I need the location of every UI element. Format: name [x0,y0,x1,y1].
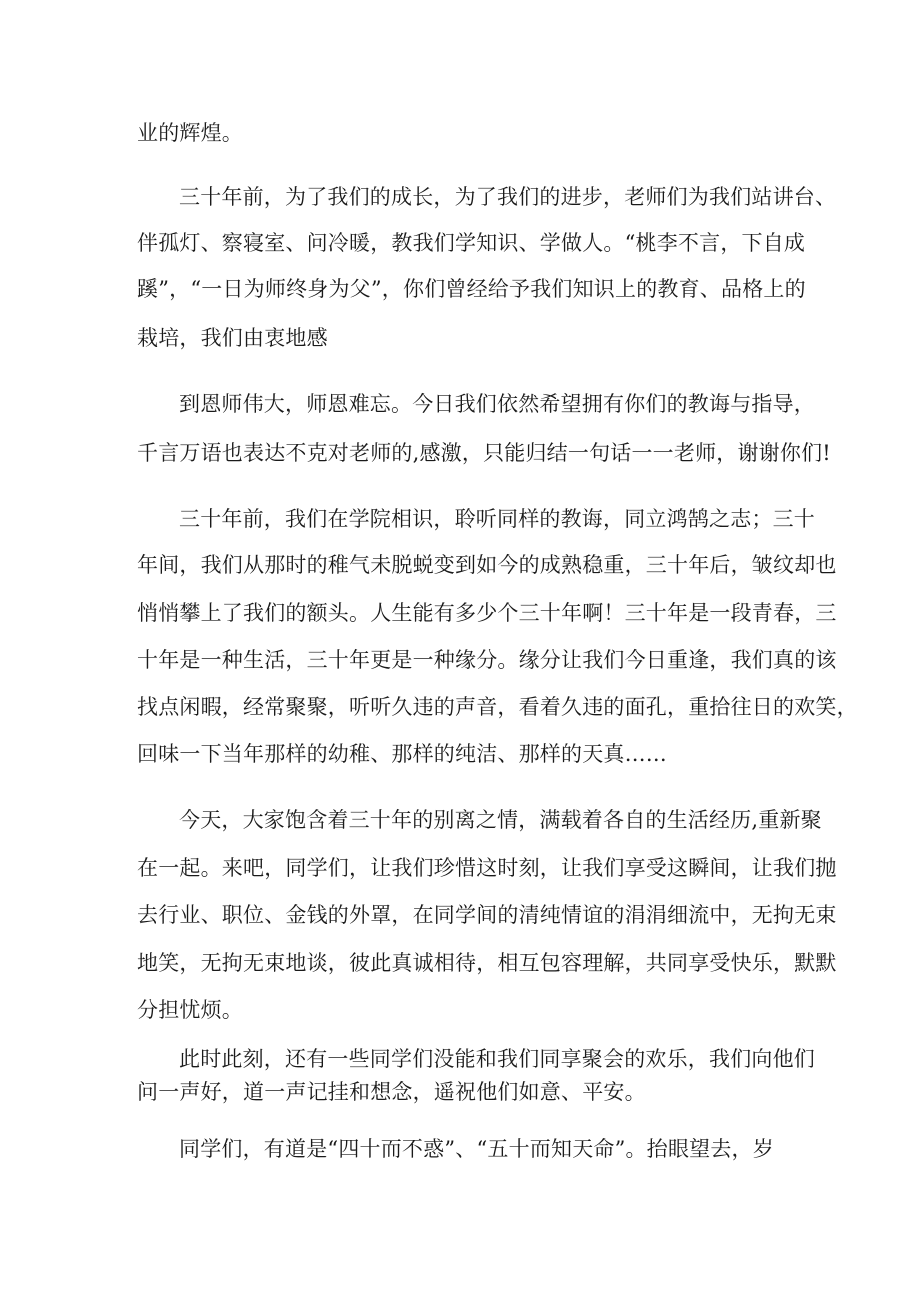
paragraph-line: 栽培，我们由衷地感 [137,326,328,350]
paragraph-line: 在一起。来吧，同学们，让我们珍惜这时刻，让我们享受这瞬间，让我们抛 [137,856,837,880]
paragraph-line: 今天，大家饱含着三十年的别离之情，满载着各自的生活经历,重新聚 [179,808,822,832]
paragraph-line: 年间，我们从那时的稚气未脱蜕变到如今的成熟稳重，三十年后，皱纹却也 [137,553,837,577]
paragraph-line: 蹊”，“一日为师终身为父”，你们曾经给予我们知识上的教育、品格上的 [137,277,806,301]
paragraph-line: 此时此刻，还有一些同学们没能和我们同享聚会的欢乐，我们向他们 [179,1047,815,1071]
paragraph-line: 三十年前，我们在学院相识，聆听同样的教诲，同立鸿鹄之志；三十 [179,507,815,531]
paragraph-line: 找点闲暇，经常聚聚，听听久违的声音，看着久违的面孔，重拾往日的欢笑， [137,695,858,719]
paragraph-line: 地笑，无拘无束地谈，彼此真诚相待，相互包容理解，共同享受快乐，默默 [137,951,837,975]
paragraph-line: 去行业、职位、金钱的外罩，在同学间的清纯情谊的涓涓细流中，无拘无束 [137,903,837,927]
paragraph-line: 分担忧烦。 [137,998,243,1022]
paragraph-line: 悄悄攀上了我们的额头。人生能有多少个三十年啊！三十年是一段青春，三 [137,601,837,625]
paragraph-line: 业的辉煌。 [137,121,243,145]
paragraph-line: 问一声好，道一声记挂和想念，遥祝他们如意、平安。 [137,1080,646,1104]
paragraph-line: 伴孤灯、察寝室、问冷暖，教我们学知识、学做人。“桃李不言，下自成 [137,231,806,255]
paragraph-line: 十年是一种生活，三十年更是一种缘分。缘分让我们今日重逢，我们真的该 [137,648,837,672]
paragraph-line: 三十年前，为了我们的成长，为了我们的进步，老师们为我们站讲台、 [179,185,837,209]
paragraph-line: 千言万语也表达不克对老师的,感激，只能归结一句话一一老师，谢谢你们! [137,441,831,465]
paragraph-line: 同学们，有道是“四十而不惑”、“五十而知天命”。抬眼望去，岁 [179,1137,774,1161]
paragraph-line: 回味一下当年那样的幼稚、那样的纯洁、那样的天真…… [137,742,667,766]
paragraph-line: 到恩师伟大，师恩难忘。今日我们依然希望拥有你们的教诲与指导， [179,392,815,416]
